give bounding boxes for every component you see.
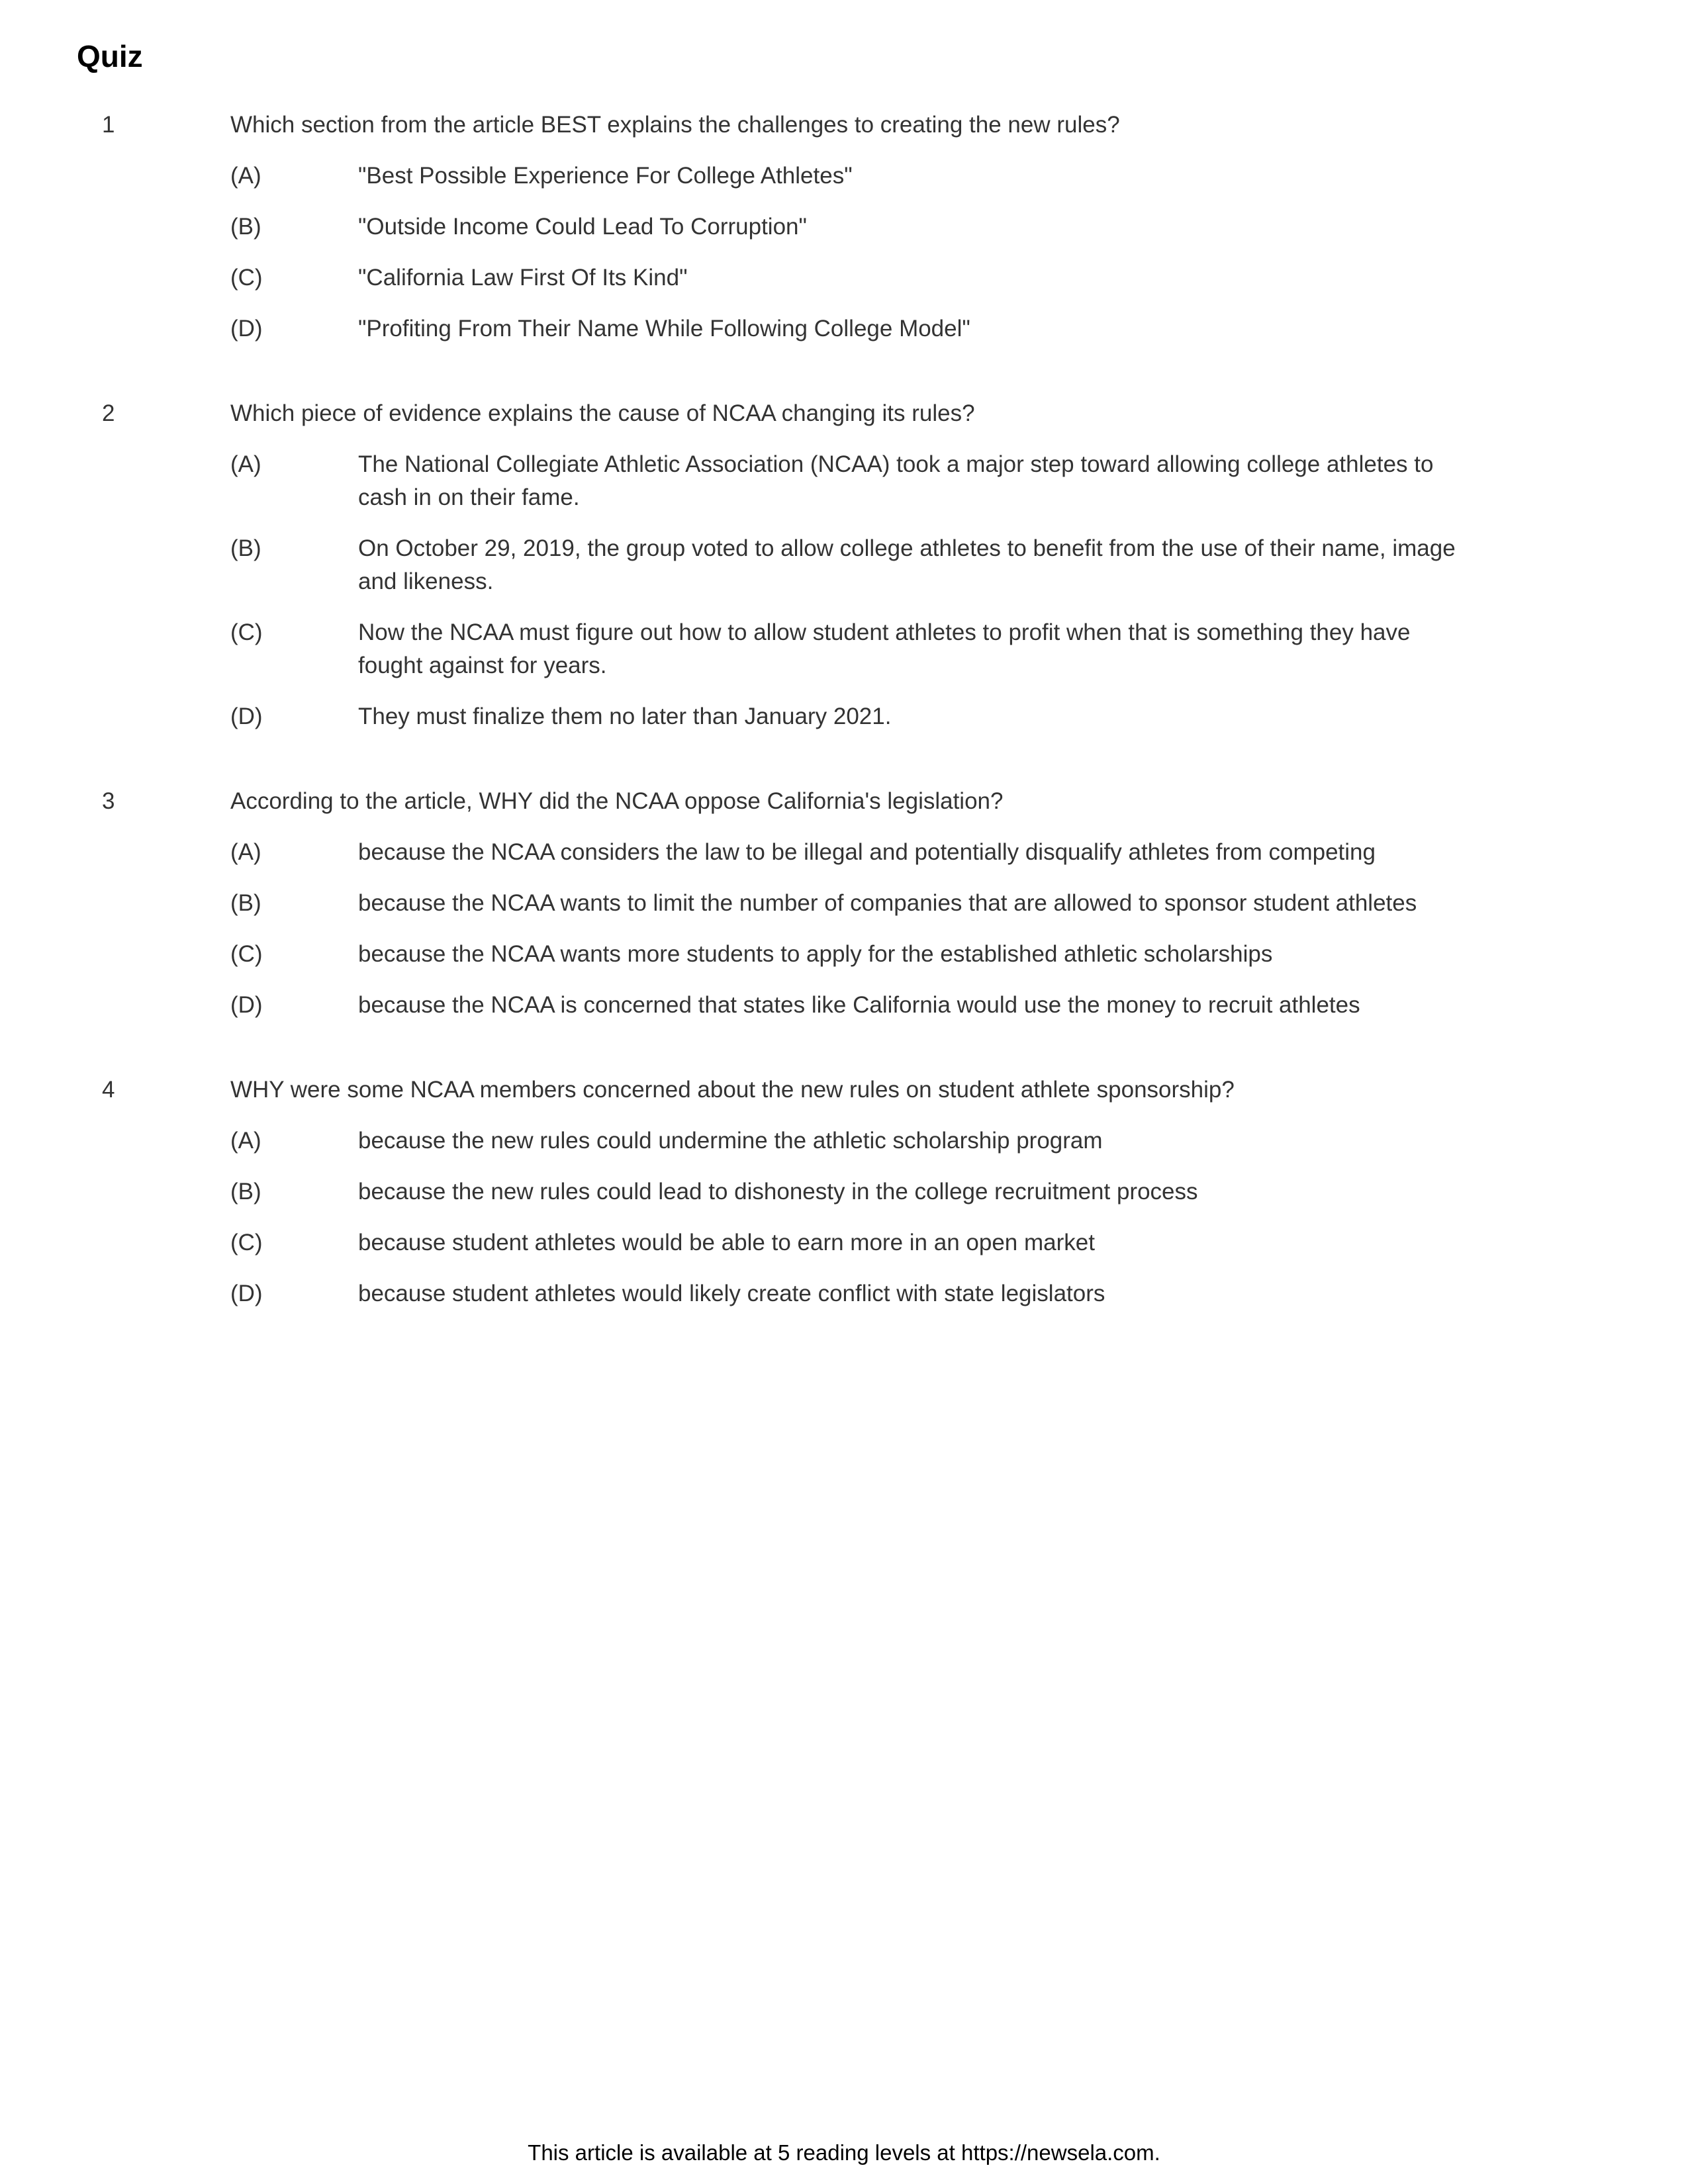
option-letter: (C) [230,619,263,645]
answer-option-b[interactable] [0,210,1688,244]
option-text: "Best Possible Experience For College Athletes" [358,163,853,189]
option-text: "Outside Income Could Lead To Corruption" [358,214,807,240]
option-text: because the new rules could lead to dishonesty in the college recruitment process [358,1179,1198,1205]
answer-option-a[interactable] [0,448,1688,514]
option-text: They must finalize them no later than January 2021. [358,704,892,729]
question-number: 2 [102,400,115,426]
answer-option-d[interactable] [0,312,1688,345]
option-letter: (A) [230,163,261,189]
question-number: 4 [102,1077,115,1103]
option-letter: (C) [230,265,263,291]
question-text: Which piece of evidence explains the cause of NCAA changing its rules? [230,400,975,426]
option-letter: (B) [230,535,261,561]
answer-option-c[interactable] [0,261,1688,295]
option-letter: (D) [230,1281,263,1306]
option-text: The National Collegiate Athletic Association (NCAA) took a major step toward allowing college athletes to cash in on their fame. [358,451,1434,510]
question-text: Which section from the article BEST explains the challenges to creating the new rules? [230,112,1120,138]
option-text: "Profiting From Their Name While Following College Model" [358,316,970,341]
answer-option-d[interactable] [0,989,1688,1022]
option-text: because student athletes would likely create conflict with state legislators [358,1281,1105,1306]
option-letter: (D) [230,704,263,729]
option-letter: (B) [230,214,261,240]
option-letter: (B) [230,890,261,916]
answer-options [0,836,1688,1022]
option-letter: (D) [230,316,263,341]
answer-option-b[interactable] [0,887,1688,920]
answer-options [0,1124,1688,1310]
option-text: Now the NCAA must figure out how to allow student athletes to profit when that is something they have fought against for years. [358,619,1411,678]
answer-option-c[interactable] [0,1226,1688,1259]
quiz-list [0,109,1688,1362]
option-text: because the NCAA considers the law to be illegal and potentially disqualify athletes from competing [358,839,1376,865]
page-title: Quiz [77,39,143,73]
option-text: because student athletes would be able to earn more in an open market [358,1230,1095,1255]
option-text: "California Law First Of Its Kind" [358,265,688,291]
option-letter: (D) [230,992,263,1018]
question-text: WHY were some NCAA members concerned about the new rules on student athlete sponsorship? [230,1077,1235,1103]
option-letter: (C) [230,941,263,967]
page-footer: This article is available at 5 reading levels at https://newsela.com. [528,2140,1160,2165]
answer-option-b[interactable] [0,1175,1688,1208]
answer-option-c[interactable] [0,616,1688,682]
answer-option-a[interactable] [0,836,1688,869]
question-1 [0,109,1688,345]
question-number: 1 [102,112,115,138]
answer-options [0,448,1688,733]
option-letter: (C) [230,1230,263,1255]
question-number: 3 [102,788,115,814]
question-text: According to the article, WHY did the NCAA oppose California's legislation? [230,788,1004,814]
option-text: On October 29, 2019, the group voted to allow college athletes to benefit from the use of their name, image and likeness. [358,535,1456,594]
option-text: because the NCAA is concerned that states like California would use the money to recruit athletes [358,992,1360,1018]
answer-option-d[interactable] [0,1277,1688,1310]
answer-option-a[interactable] [0,1124,1688,1158]
option-text: because the NCAA wants to limit the number of companies that are allowed to sponsor student athletes [358,890,1417,916]
question-4 [0,1073,1688,1310]
option-text: because the NCAA wants more students to apply for the established athletic scholarships [358,941,1273,967]
option-text: because the new rules could undermine the athletic scholarship program [358,1128,1103,1154]
question-2 [0,397,1688,733]
answer-options [0,159,1688,345]
answer-option-b[interactable] [0,532,1688,598]
answer-option-c[interactable] [0,938,1688,971]
option-letter: (A) [230,451,261,477]
question-3 [0,785,1688,1022]
option-letter: (A) [230,839,261,865]
answer-option-d[interactable] [0,700,1688,733]
option-letter: (A) [230,1128,261,1154]
answer-option-a[interactable] [0,159,1688,193]
option-letter: (B) [230,1179,261,1205]
